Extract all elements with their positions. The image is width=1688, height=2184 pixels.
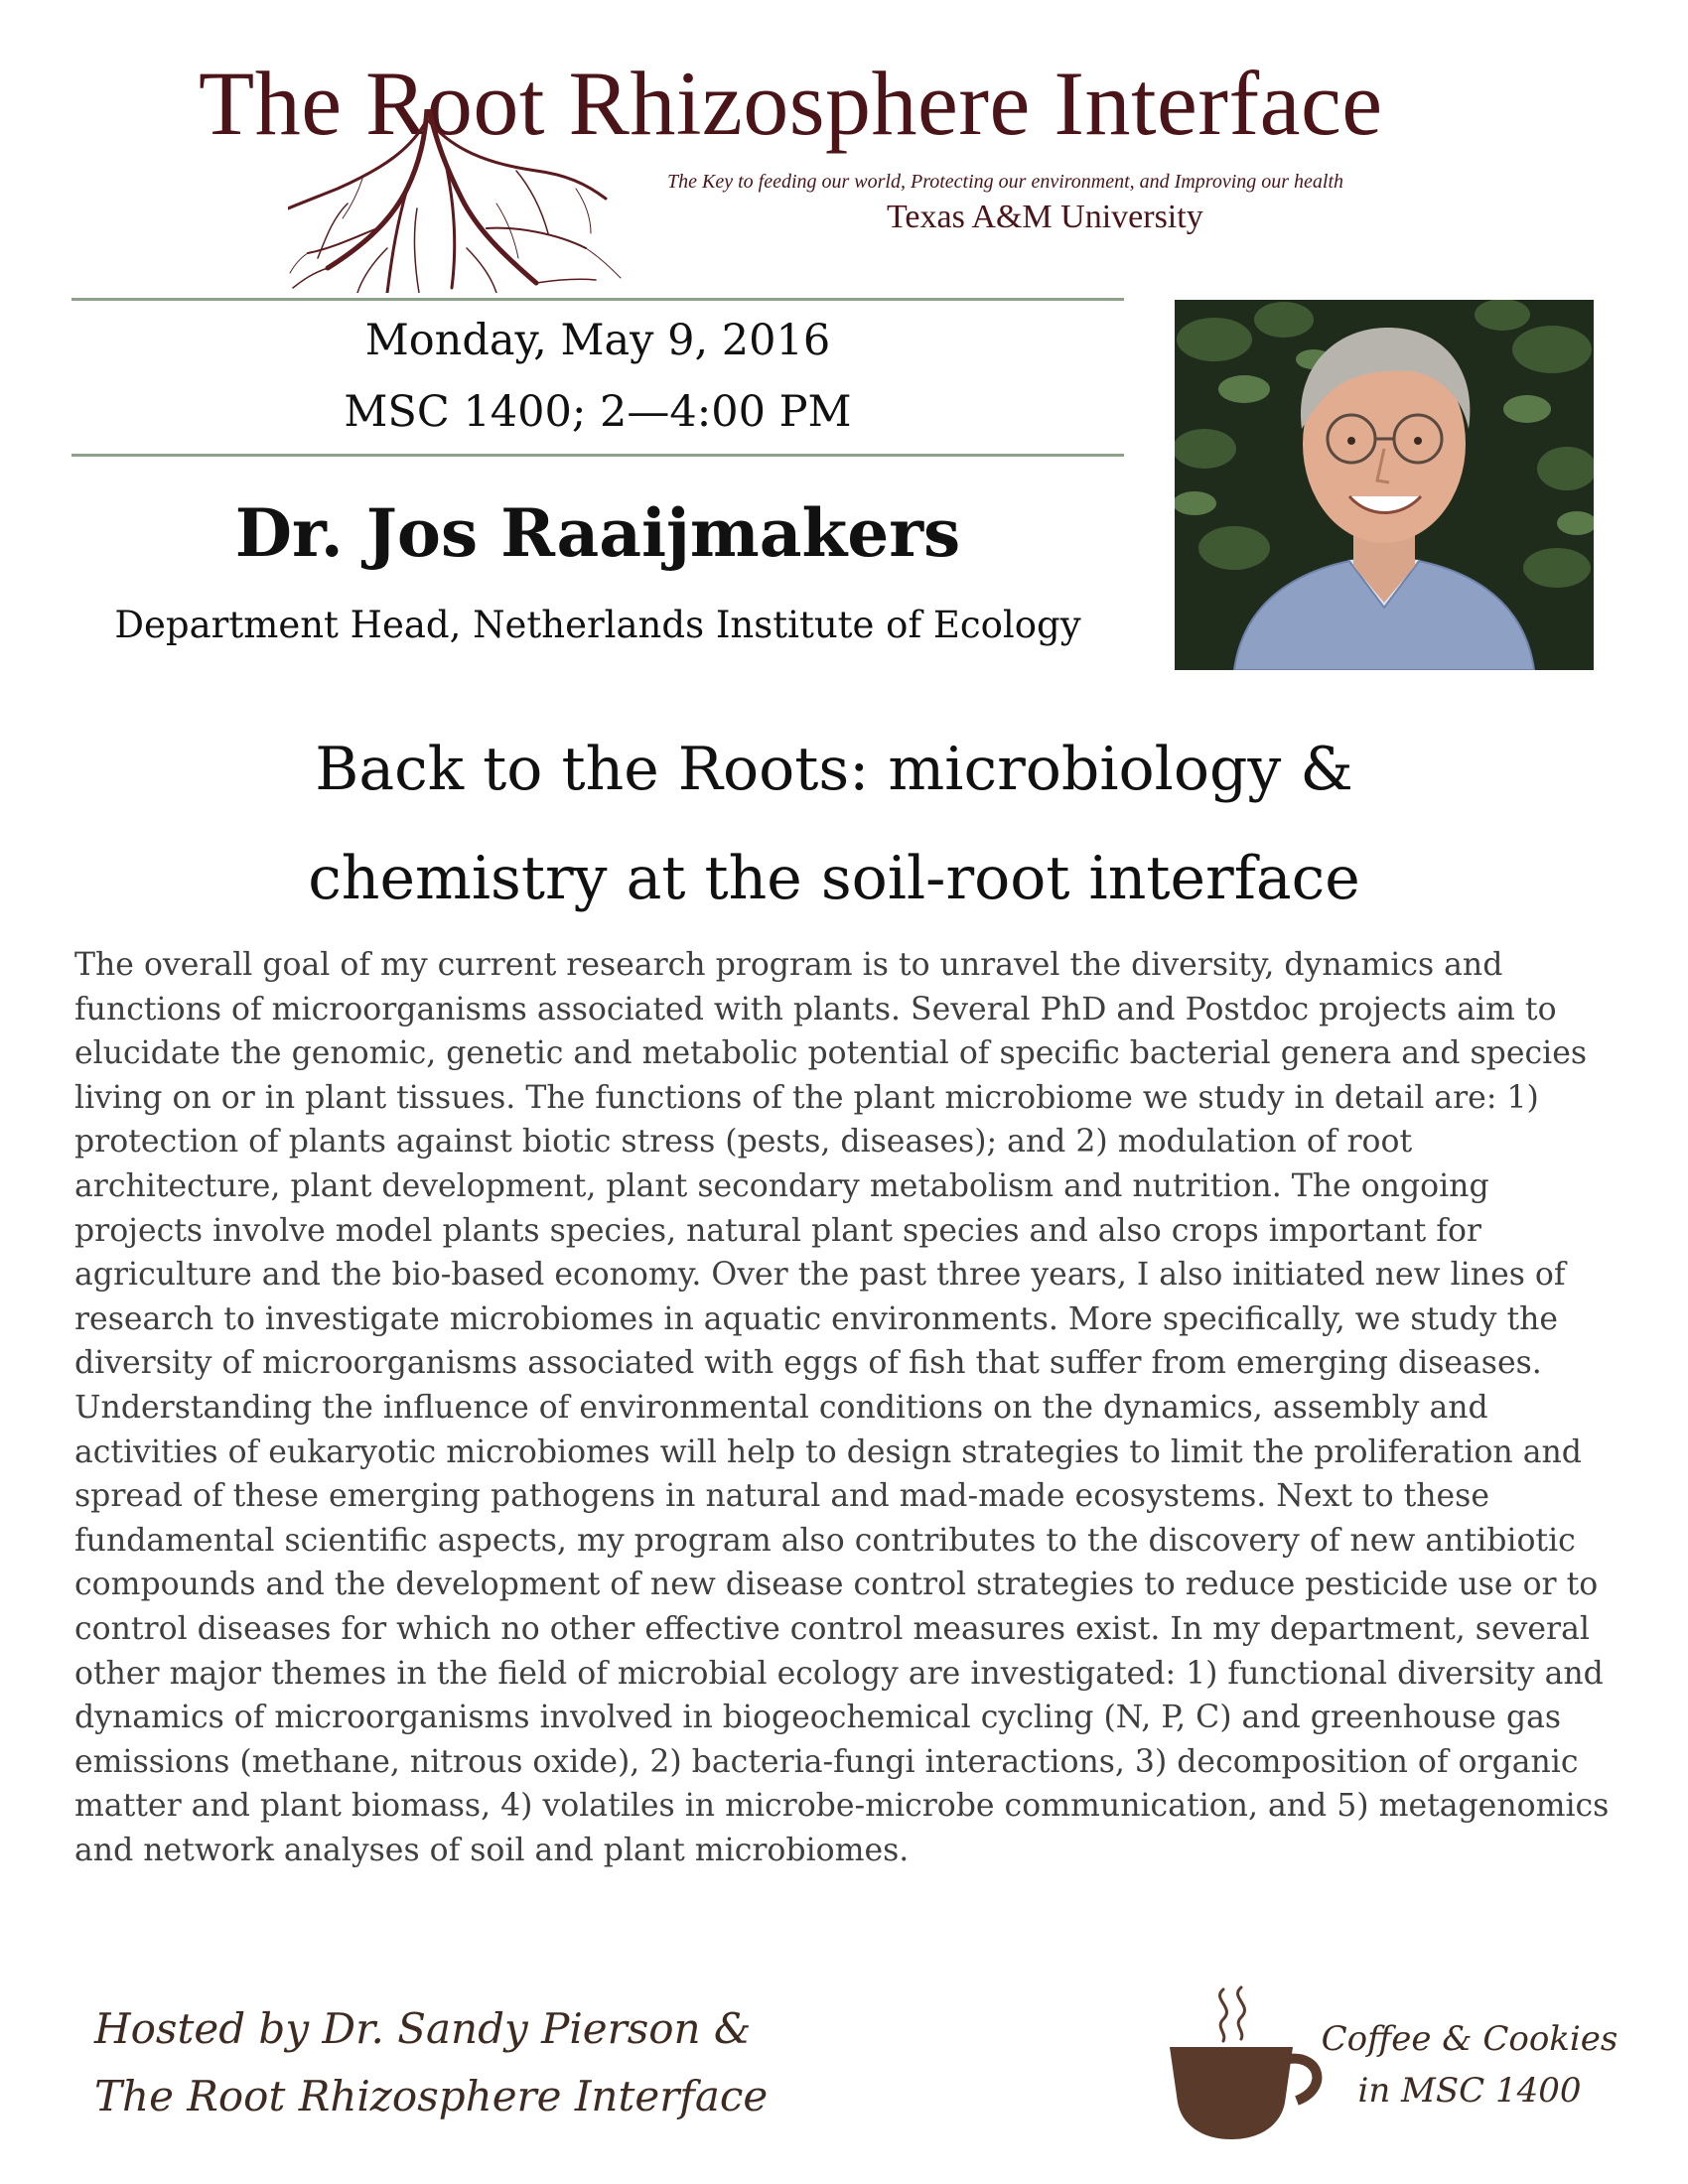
coffee-note bbox=[1306, 2013, 1633, 2116]
talk-abstract: The overall goal of my current research program is to unravel the diversity, dynamics and functions of microorganisms associated with plants. Several PhD and Postdoc projects aim to elucidate the genomic, genetic and metabolic potential of specific bacterial genera and species living on or in plant tissues. The functions of the plant microbiome we study in detail are: 1) protection of plants against biotic stress (pests, diseases); and 2) modulation of root architecture, plant development, plant secondary metabolism and nutrition. The ongoing projects involve model plants species, natural plant species and also crops important for agriculture and the bio-based economy. Over the past three years, I also initiated new lines of research to investigate microbiomes in aquatic environments. More specifically, we study the diversity of microorganisms associated with eggs of fish that suffer from emerging diseases. Understanding the influence of environmental conditions on the dynamics, assembly and activities of eukaryotic microbiomes will help to design strategies to limit the proliferation and spread of these emerging pathogens in natural and mad-made ecosystems. Next to these fundamental scientific aspects, my program also contributes to the discovery of new antibiotic compounds and the development of new disease control strategies to reduce pesticide use or to control diseases for which no other effective control measures exist. In my department, several other major themes in the field of microbial ecology are investigated: 1) functional diversity and dynamics of microorganisms involved in biogeochemical cycling (N, P, C) and greenhouse gas emissions (methane, nitrous oxide), 2) bacteria-fungi interactions, 3) decomposition of organic matter and plant biomass, 4) volatiles in microbe-microbe communication, and 5) metagenomics and network analyses of soil and plant microbiomes. bbox=[74, 947, 1610, 1868]
speaker-photo bbox=[1175, 300, 1594, 670]
event-date: Monday, May 9, 2016 bbox=[364, 316, 831, 365]
talk-title-line-1: Back to the Roots: microbiology & bbox=[315, 735, 1353, 804]
tagline: The Key to feeding our world, Protecting our environment, and Improving our health bbox=[667, 171, 1344, 193]
divider-top bbox=[71, 298, 1124, 301]
host-line-1: Hosted by Dr. Sandy Pierson & bbox=[94, 2004, 752, 2053]
talk-title bbox=[60, 715, 1609, 933]
divider-bottom bbox=[71, 454, 1124, 457]
poster-title: The Root Rhizosphere Interface bbox=[199, 53, 1383, 154]
speaker-title: Department Head, Netherlands Institute of Ecology bbox=[114, 604, 1081, 646]
event-location-time: MSC 1400; 2—4:00 PM bbox=[344, 387, 852, 437]
coffee-line-1: Coffee & Cookies bbox=[1321, 2019, 1618, 2059]
host-line-2: The Root Rhizosphere Interface bbox=[94, 2072, 769, 2120]
host-info bbox=[94, 1995, 889, 2130]
talk-title-line-2: chemistry at the soil-root interface bbox=[308, 844, 1360, 913]
coffee-line-2: in MSC 1400 bbox=[1357, 2071, 1582, 2111]
speaker-name: Dr. Jos Raaijmakers bbox=[234, 494, 961, 572]
roots-icon bbox=[288, 109, 685, 293]
university-name: Texas A&M University bbox=[887, 199, 1203, 235]
